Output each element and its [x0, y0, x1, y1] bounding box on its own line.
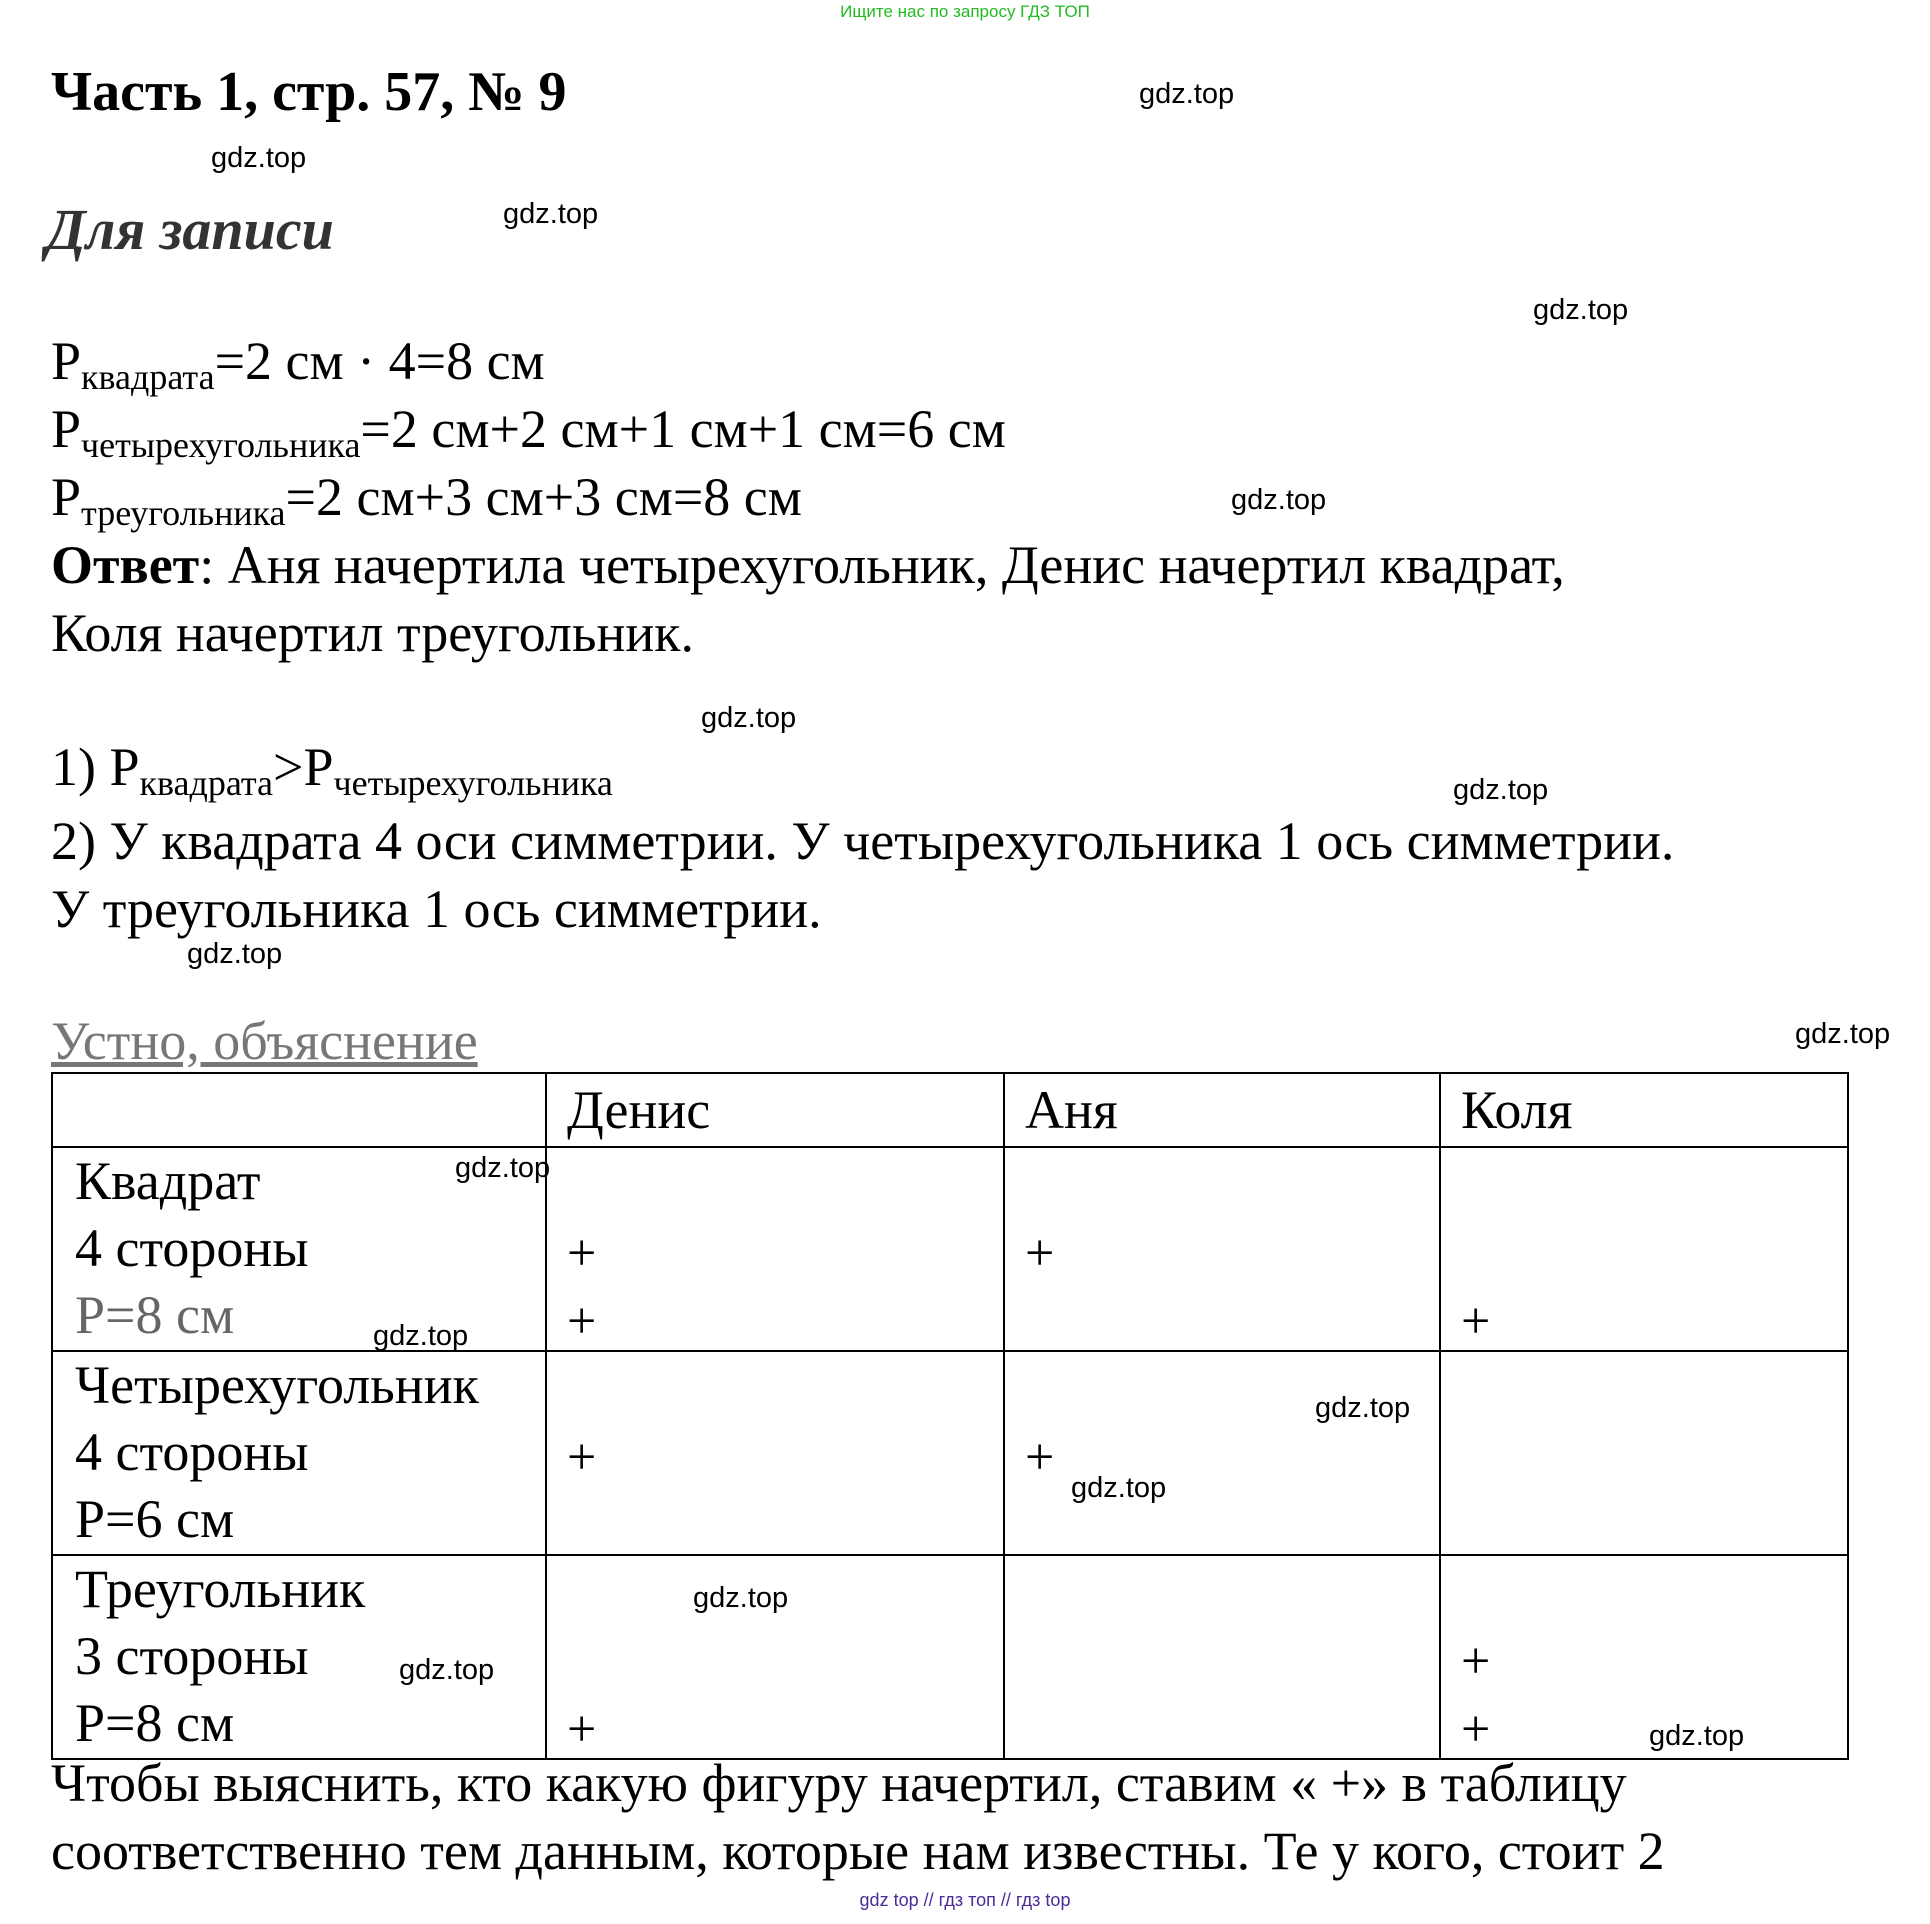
watermark: gdz.top	[455, 1152, 551, 1184]
header-denis: Денис	[546, 1073, 1004, 1147]
plus-mark: +	[567, 1429, 597, 1486]
watermark: gdz.top	[503, 198, 599, 230]
cell-quad-anya	[1004, 1351, 1440, 1555]
header-kolya: Коля	[1440, 1073, 1848, 1147]
watermark: gdz.top	[1139, 78, 1235, 110]
figures-table	[51, 1072, 1849, 1760]
formula-quad-rest: =2 см+2 см+1 см+1 см=6 см	[360, 399, 1006, 459]
bottom-banner[interactable]: gdz top // гдз топ // гдз top	[859, 1890, 1071, 1910]
answer-line-1	[51, 534, 1565, 596]
plus-mark: +	[567, 1701, 597, 1758]
formula-square-rest: =2 см · 4=8 см	[214, 331, 545, 391]
item-2-line-2: У треугольника 1 ось симметрии.	[51, 879, 822, 939]
explanation-line-1: Чтобы выяснить, кто какую фигуру начертил, ставим « +» в таблицу	[51, 1753, 1627, 1813]
page-title: Часть 1, стр. 57, № 9	[51, 61, 567, 123]
formula-quad-sub: четырехугольника	[81, 425, 361, 465]
top-banner[interactable]: Ищите нас по запросу ГДЗ ТОП	[840, 2, 1090, 21]
cell-tri-anya	[1004, 1555, 1440, 1759]
explanation-line-2: соответственно тем данным, которые нам известны. Те у кого, стоит 2	[51, 1821, 1665, 1881]
figure-perimeter: P=6 см	[75, 1489, 235, 1549]
figure-name: Квадрат	[75, 1151, 261, 1211]
answer-label: Ответ	[51, 535, 200, 595]
watermark: gdz.top	[211, 142, 307, 174]
formula-tri-base: P	[51, 467, 82, 527]
item-1-sub-square: квадрата	[139, 763, 274, 803]
watermark: gdz.top	[1315, 1392, 1411, 1424]
plus-mark: +	[1461, 1701, 1491, 1758]
formula-square	[51, 330, 545, 398]
watermark: gdz.top	[1071, 1472, 1167, 1504]
figure-perimeter: P=8 см	[75, 1285, 235, 1345]
formula-tri-sub: треугольника	[81, 493, 286, 533]
section-subtitle: Для записи	[46, 197, 334, 262]
item-2-line-1: 2) У квадрата 4 оси симметрии. У четырехугольника 1 ось симметрии.	[51, 811, 1675, 871]
watermark: gdz.top	[399, 1654, 495, 1686]
plus-mark: +	[1461, 1633, 1491, 1690]
figure-sides: 3 стороны	[75, 1626, 309, 1686]
figure-perimeter: P=8 см	[75, 1693, 235, 1753]
row-label-quadrilateral	[52, 1351, 546, 1555]
cell-quad-denis	[546, 1351, 1004, 1555]
figure-name: Четырехугольник	[75, 1355, 479, 1415]
answer-line-2: Коля начертил треугольник.	[51, 603, 695, 663]
header-anya: Аня	[1004, 1073, 1440, 1147]
watermark: gdz.top	[693, 1582, 789, 1614]
table-row	[52, 1351, 1848, 1555]
watermark: gdz.top	[701, 702, 797, 734]
figure-sides: 4 стороны	[75, 1218, 309, 1278]
plus-mark: +	[1025, 1429, 1055, 1486]
cell-tri-kolya	[1440, 1555, 1848, 1759]
formula-quad-base: P	[51, 399, 82, 459]
plus-mark: +	[567, 1225, 597, 1282]
formula-tri-rest: =2 см+3 см+3 см=8 см	[285, 467, 802, 527]
cell-square-kolya	[1440, 1147, 1848, 1351]
table-row	[52, 1147, 1848, 1351]
formula-triangle	[51, 466, 802, 534]
plus-mark: +	[1461, 1293, 1491, 1350]
watermark: gdz.top	[1533, 294, 1629, 326]
item-1	[51, 736, 613, 804]
figure-sides: 4 стороны	[75, 1422, 309, 1482]
watermark: gdz.top	[373, 1320, 469, 1352]
oral-explanation-title: Устно, объяснение	[51, 1011, 478, 1071]
item-1-sub-quad: четырехугольника	[333, 763, 613, 803]
cell-square-denis	[546, 1147, 1004, 1351]
item-1-prefix: 1) P	[51, 737, 140, 797]
watermark: gdz.top	[187, 938, 283, 970]
watermark: gdz.top	[1453, 774, 1549, 806]
answer-text-1: : Аня начертила четырехугольник, Денис начертил квадрат,	[199, 535, 1565, 595]
formula-square-base: P	[51, 331, 82, 391]
table-row	[52, 1555, 1848, 1759]
formula-quadrilateral	[51, 398, 1006, 466]
cell-quad-kolya	[1440, 1351, 1848, 1555]
item-1-mid: >P	[273, 737, 334, 797]
plus-mark: +	[567, 1293, 597, 1350]
plus-mark: +	[1025, 1225, 1055, 1282]
watermark: gdz.top	[1649, 1720, 1745, 1752]
watermark: gdz.top	[1231, 484, 1327, 516]
table-header-row	[52, 1073, 1848, 1147]
cell-square-anya	[1004, 1147, 1440, 1351]
watermark: gdz.top	[1795, 1018, 1891, 1050]
formula-square-sub: квадрата	[81, 357, 215, 397]
header-empty	[52, 1073, 546, 1147]
figure-name: Треугольник	[75, 1559, 366, 1619]
